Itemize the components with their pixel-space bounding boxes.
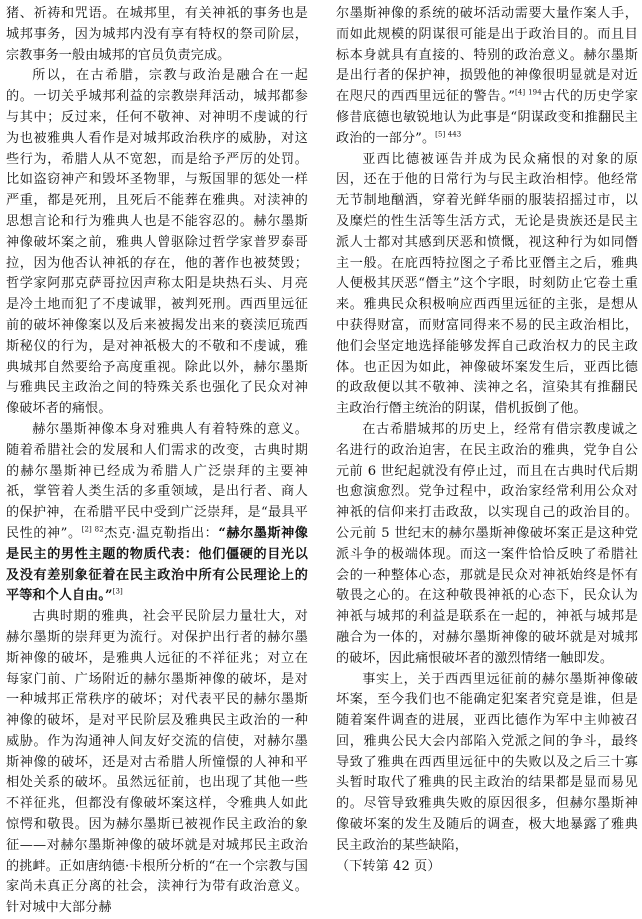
article-page — [4, 4, 639, 916]
paragraph — [6, 420, 308, 607]
paragraph: 亚西比德被诬告并成为民众痛恨的对象的原因，还在于他的日常行为与民主政治相悖。他经常无节制地酗酒，穿着光鲜华丽的服装招摇过市，以及糜烂的性生活等生活方式，无论是贵族还是民主派人士都对其感到厌恶和愤慨，视这种行为如同僭主一般。在庇西特拉图之子希比亚僭主之后，雅典人便极其厌恶“僭主”这个字眼，时刻防止它卷土重来。雅典民众积极响应西西里远征的主张，是想从中获得财富，而财富同得来不易的民主政治相比，他们会坚定地选择能够发挥自己政治权力的民主政体。也正因为如此，神像破坏案发生后，亚西比德的政敌便以其不敬神、渎神之名，渲染其有推翻民主政治行僭主统治的阴谋，借机扳倒了他。 — [336, 151, 638, 417]
paragraph-text: 尔墨斯神像的系统的破坏活动需要大量作案人手，而如此规模的阴谋很可能是出于政治目的。而且目标本身就具有直接的、特别的政治意义。赫尔墨斯是出行者的保护神，损毁他的神像很明显就是对近在咫尺的西西里远征的警告。” — [336, 6, 638, 105]
quotation: “赫尔墨斯神像是民主的男性主题的物质代表：他们僵硬的目光以及没有差别象征着在民主政治中所有公民理论上的平等和个人自由。” — [6, 525, 308, 604]
footnote-marker: [4] 194 — [515, 88, 542, 97]
paragraph: 猪、祈祷和咒语。在城邦里，有关神祇的事务也是城邦事务，因为城邦内没有享有特权的祭司阶层，宗教事务一般由城邦的官员负责完成。 — [6, 6, 308, 63]
footnote-marker: [5] 443 — [435, 130, 462, 139]
paragraph-text: 赫尔墨斯神像本身对雅典人有着特殊的意义。随着希腊社会的发展和人们需求的改变，古典时期的赫尔墨斯神已经成为希腊人广泛崇拜的主要神祇，掌管着人类生活的多重领域，是出行者、商人的保护神，在希腊平民中受到广泛崇拜，是“最具平民性的神”。 — [6, 421, 308, 541]
footnote-marker: [3] — [112, 587, 123, 596]
paragraph: 在古希腊城邦的历史上，经常有借宗教虔诚之名进行的政治迫害，在民主政治的雅典，党争自公元前 6 世纪起就没有停止过，而且在古典时代后期也愈演愈烈。党争过程中，政治家经常利用公众对神祇的信仰来打击政敌，以实现自己的政治目的。公元前 5 世纪末的赫尔墨斯神像破坏案正是这种党派斗争的极端体现。而这一案件恰恰反映了希腊社会的一种整体心态，那就是民众对神祇始终是怀有敬畏之心的。在这种敬畏神祇的心态下，民众认为神祇与城邦的利益是联系在一起的，神祇与城邦是融合为一体的，对赫尔墨斯神像的破坏就是对城邦的破坏，因此痛恨破坏者的激烈情绪一触即发。 — [336, 421, 638, 666]
continuation-note: （下转第 42 页） — [336, 858, 441, 874]
paragraph-text: 古代的历史学家修昔底德也敏锐地认为此事是“阴谋政变和推翻民主政治的一部分”。 — [336, 89, 639, 146]
paragraph: 所以，在古希腊，宗教与政治是融合在一起的。一切关乎城邦利益的宗教崇拜活动，城邦都参与其中；反过来，任何不敬神、对神明不虔诚的行为也被雅典人看作是对城邦政治秩序的威胁，对这些行为，希腊人从不宽恕，而是给予严厉的处罚。比如盗窃神产和毁坏圣物罪，与叛国罪的惩处一样严重，都是死刑，且死后不能葬在雅典。对渎神的思想言论和行为雅典人也是不能容忍的。赫尔墨斯神像破坏案之前，雅典人曾驱除过哲学家普罗泰哥拉，因为他否认神祇的存在，他的著作也被焚毁；哲学家阿那克萨哥拉因声称太阳是块热石头、月亮是冷土地而犯了不虔诚罪，被判死刑。西西里远征前的破坏神像案以及后来被揭发出来的亵渎厄琉西斯秘仪的行为，是对神祇极大的不敬和不虔诚，雅典城邦自然要给予高度重视。除此以外，赫尔墨斯与雅典民主政治之间的特殊关系也强化了民众对神像破坏者的痛恨。 — [6, 68, 308, 417]
footnote-marker: [2] 82 — [81, 525, 104, 534]
left-column — [6, 4, 308, 919]
paragraph: 古典时期的雅典，社会平民阶层力量壮大，对赫尔墨斯的崇拜更为流行。对保护出行者的赫尔墨斯神像的破坏，是雅典人远征的不祥征兆；对立在每家门前、广场附近的赫尔墨斯神像的破坏，是对一种城邦正常秩序的破坏；对代表平民的赫尔墨斯神像的破坏，是对平民阶层及雅典民主政治的一种威胁。作为沟通神人间友好交流的信使，对赫尔墨斯神像的破坏，还是对古希腊人所憧憬的人神和平相处关系的破坏。虽然远征前，也出现了其他一些不祥征兆，但都没有像破坏案这样，令雅典人如此惊愕和敬畏。因为赫尔墨斯已被视作民主政治的象征——对赫尔墨斯神像的破坏就是对城邦民主政治的挑衅。正如唐纳德·卡根所分析的“在一个宗教与国家尚未真正分离的社会，渎神行为带有政治意义。针对城中大部分赫 — [6, 609, 308, 916]
paragraph: 事实上，关于西西里远征前的赫尔墨斯神像破坏案，至今我们也不能确定犯案者究竟是谁，但是随着案件调查的进展，亚西比德作为军中主帅被召回，雅典公民大会内部陷入党派之间的争斗，最终导致了雅典在西西里远征中的失败以及之后三十寡头暂时取代了雅典的民主政治的结果都是显而易见的。尽管导致雅典失败的原因很多，但赫尔墨斯神像破坏案的发生及随后的调查，极大地暴露了雅典民主政治的某些缺陷， — [336, 671, 638, 853]
paragraph — [336, 4, 638, 150]
right-column — [336, 4, 638, 877]
paragraph-text: 杰克·温克勒指出： — [103, 525, 219, 541]
